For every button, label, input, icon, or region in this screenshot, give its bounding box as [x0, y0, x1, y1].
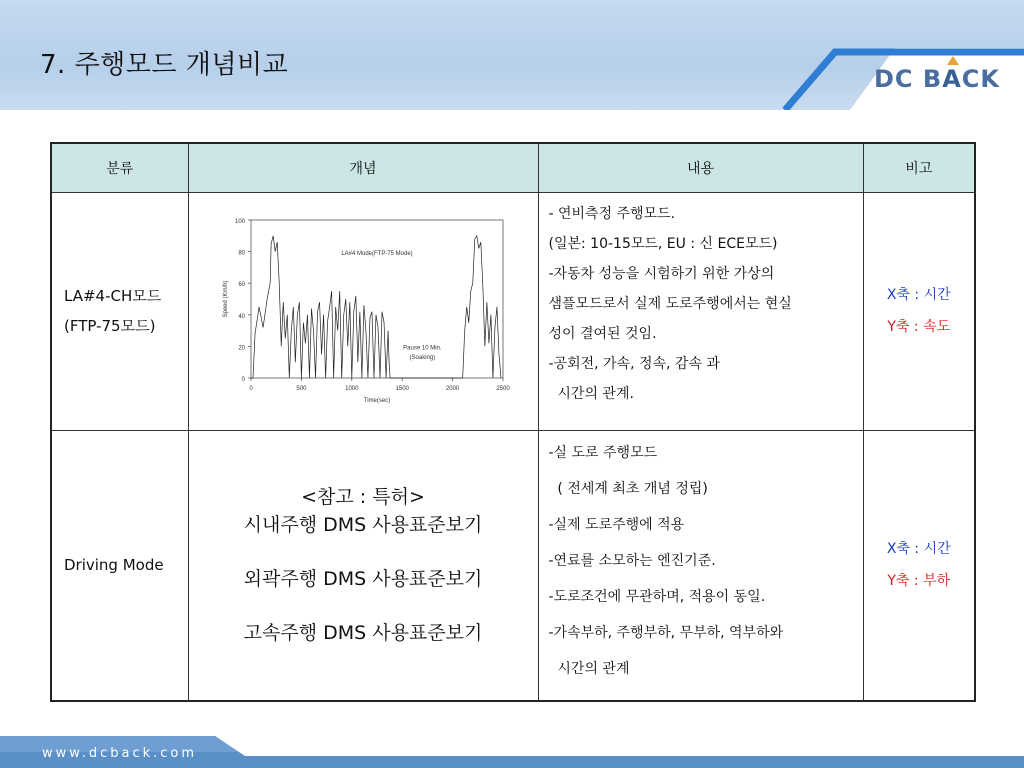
content-line: -도로조건에 무관하며, 적용이 동일. [548, 588, 766, 605]
reference-title: <참고 : 특허> [301, 486, 425, 509]
content-line: 성이 결여된 것임. [548, 325, 657, 342]
row1-concept-chart-cell [188, 192, 538, 430]
header-category: 분류 [51, 143, 188, 192]
x-tick-label: 1500 [395, 386, 409, 392]
table-row [51, 192, 975, 430]
speed-chart [213, 206, 513, 416]
row1-note [863, 192, 975, 430]
table-row [51, 430, 975, 701]
content-line: ( 전세계 최초 개념 정립) [548, 480, 708, 497]
content-line: -가속부하, 주행부하, 무부하, 역부하와 [548, 624, 784, 641]
y-tick-label: 60 [238, 282, 245, 289]
content-line: -연료를 소모하는 엔진기준. [548, 552, 716, 569]
row2-concept [188, 430, 538, 701]
y-tick-label: 40 [238, 313, 245, 320]
footer-url[interactable]: www.dcback.com [42, 746, 198, 761]
y-axis-label: Speed (Km/h) [223, 280, 229, 318]
y-tick-label: 80 [238, 250, 245, 257]
row2-note [863, 430, 975, 701]
row1-category-line: (FTP-75모드) [64, 317, 156, 335]
header-note: 비고 [863, 143, 975, 192]
note-x-axis: X축 : 시간 [886, 541, 951, 558]
comparison-table [50, 142, 976, 702]
chart-annotation-line: Pause 10 Min. [403, 345, 442, 352]
header-content: 내용 [538, 143, 863, 192]
x-axis-label: Time(sec) [363, 398, 391, 404]
y-tick-label: 20 [238, 345, 245, 352]
content-line: (일본: 10-15모드, EU : 신 ECE모드) [548, 235, 778, 252]
dcback-logo: DC B A CK [874, 62, 1000, 96]
row2-category [51, 430, 188, 701]
note-x-axis: X축 : 시간 [886, 287, 951, 303]
reference-line: 외곽주행 DMS 사용표준보기 [243, 568, 483, 591]
x-tick-label: 500 [296, 386, 307, 392]
table-header-row [51, 143, 975, 192]
row1-category-line: LA#4-CH모드 [64, 287, 162, 305]
reference-line: 시내주행 DMS 사용표준보기 [243, 514, 483, 537]
note-y-axis: Y축 : 부하 [887, 573, 951, 590]
note-y-axis: Y축 : 속도 [887, 319, 951, 335]
content-line: 샘플모드로서 실제 도로주행에서는 현실 [548, 295, 792, 312]
page-title: 7. 주행모드 개념비교 [40, 50, 289, 80]
content-line: 시간의 관계. [548, 385, 634, 402]
content-line: -공회전, 가속, 정속, 감속 과 [548, 355, 720, 372]
y-tick-label: 0 [241, 377, 245, 383]
x-tick-label: 1000 [345, 386, 359, 392]
row1-content [538, 192, 863, 430]
row2-content [538, 430, 863, 701]
row2-category-line: Driving Mode [64, 556, 164, 575]
y-tick-label: 100 [234, 219, 245, 225]
chart-title: LA#4 Mode(FTP-75 Mode) [341, 250, 413, 257]
content-line: - 연비측정 주행모드. [548, 205, 676, 222]
x-tick-label: 2500 [496, 386, 510, 392]
chart-annotation-line: (Soaking) [409, 355, 436, 362]
x-tick-label: 2000 [445, 386, 460, 392]
content-line: -자동차 성능을 시험하기 위한 가상의 [548, 265, 775, 282]
row1-category [51, 192, 188, 430]
content-line: -실 도로 주행모드 [548, 444, 658, 461]
x-tick-label: 0 [249, 386, 253, 392]
speed-series-line [251, 236, 501, 378]
content-line: 시간의 관계 [548, 660, 630, 677]
content-line: -실제 도로주행에 적용 [548, 516, 685, 533]
logo-triangle-icon [947, 56, 959, 65]
header-concept: 개념 [188, 143, 538, 192]
reference-line: 고속주행 DMS 사용표준보기 [243, 622, 483, 645]
